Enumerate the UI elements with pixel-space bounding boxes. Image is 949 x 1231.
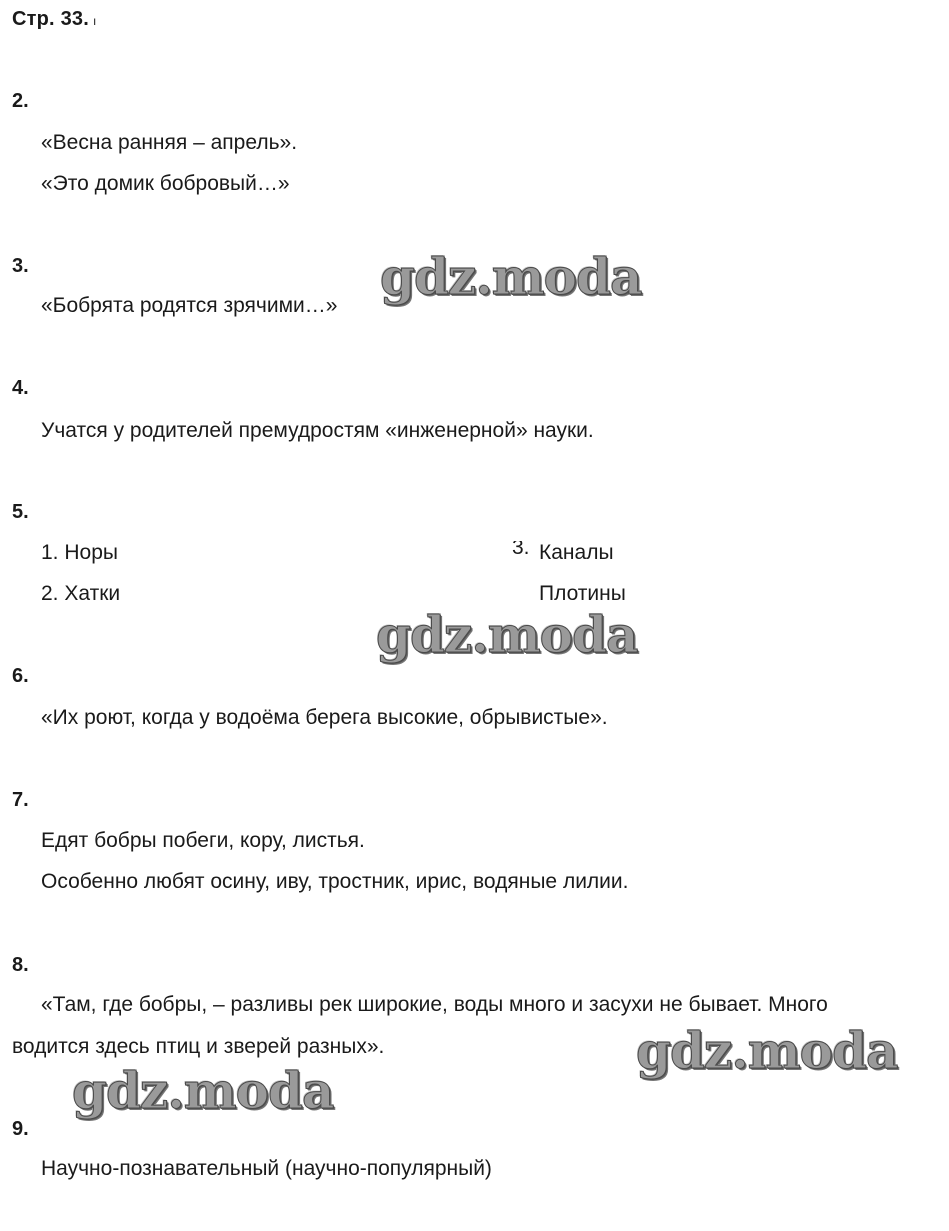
task-number-7: 7. [12, 789, 29, 811]
task-5-col1-item-2: 2. Хатки [41, 582, 121, 605]
task-5-col2-number-cropped: 3. [512, 541, 530, 554]
page-title: Стр. 33. [12, 8, 89, 30]
task-5-col1-item-1: 1. Норы [41, 541, 118, 564]
task-5-col2-item-2: Плотины [539, 582, 626, 605]
header-mark: ı [92, 14, 97, 28]
task-number-4: 4. [12, 377, 29, 399]
task-number-8: 8. [12, 954, 29, 976]
task-6-line-1: «Их роют, когда у водоёма берега высокие, обрывистые». [41, 706, 608, 729]
watermark-logo: gdz.moda [72, 1061, 334, 1120]
watermark-logo: gdz.moda [380, 247, 642, 306]
task-number-2: 2. [12, 90, 29, 112]
task-7-line-1: Едят бобры побеги, кору, листья. [41, 829, 365, 852]
task-7-line-2: Особенно любят осину, иву, тростник, ирис, водяные лилии. [41, 870, 629, 893]
task-8-line-2: водится здесь птиц и зверей разных». [12, 1035, 385, 1058]
task-2-line-2: «Это домик бобровый…» [41, 172, 290, 195]
task-5-col2-item-1: Каналы [539, 541, 614, 564]
task-9-line-1: Научно-познавательный (научно-популярный) [41, 1157, 492, 1180]
watermark-logo: gdz.moda [636, 1021, 898, 1080]
page-header [12, 8, 97, 31]
task-number-9: 9. [12, 1118, 29, 1140]
task-4-line-1: Учатся у родителей премудростям «инженерной» науки. [41, 419, 594, 442]
task-8-line-1: «Там, где бобры, – разливы рек широкие, воды много и засухи не бывает. Много [41, 993, 828, 1016]
task-number-3: 3. [12, 255, 29, 277]
task-number-5: 5. [12, 501, 29, 523]
task-2-line-1: «Весна ранняя – апрель». [41, 131, 298, 154]
task-3-line-1: «Бобрята родятся зрячими…» [41, 294, 338, 317]
watermark-logo: gdz.moda [376, 605, 638, 664]
task-number-6: 6. [12, 665, 29, 687]
